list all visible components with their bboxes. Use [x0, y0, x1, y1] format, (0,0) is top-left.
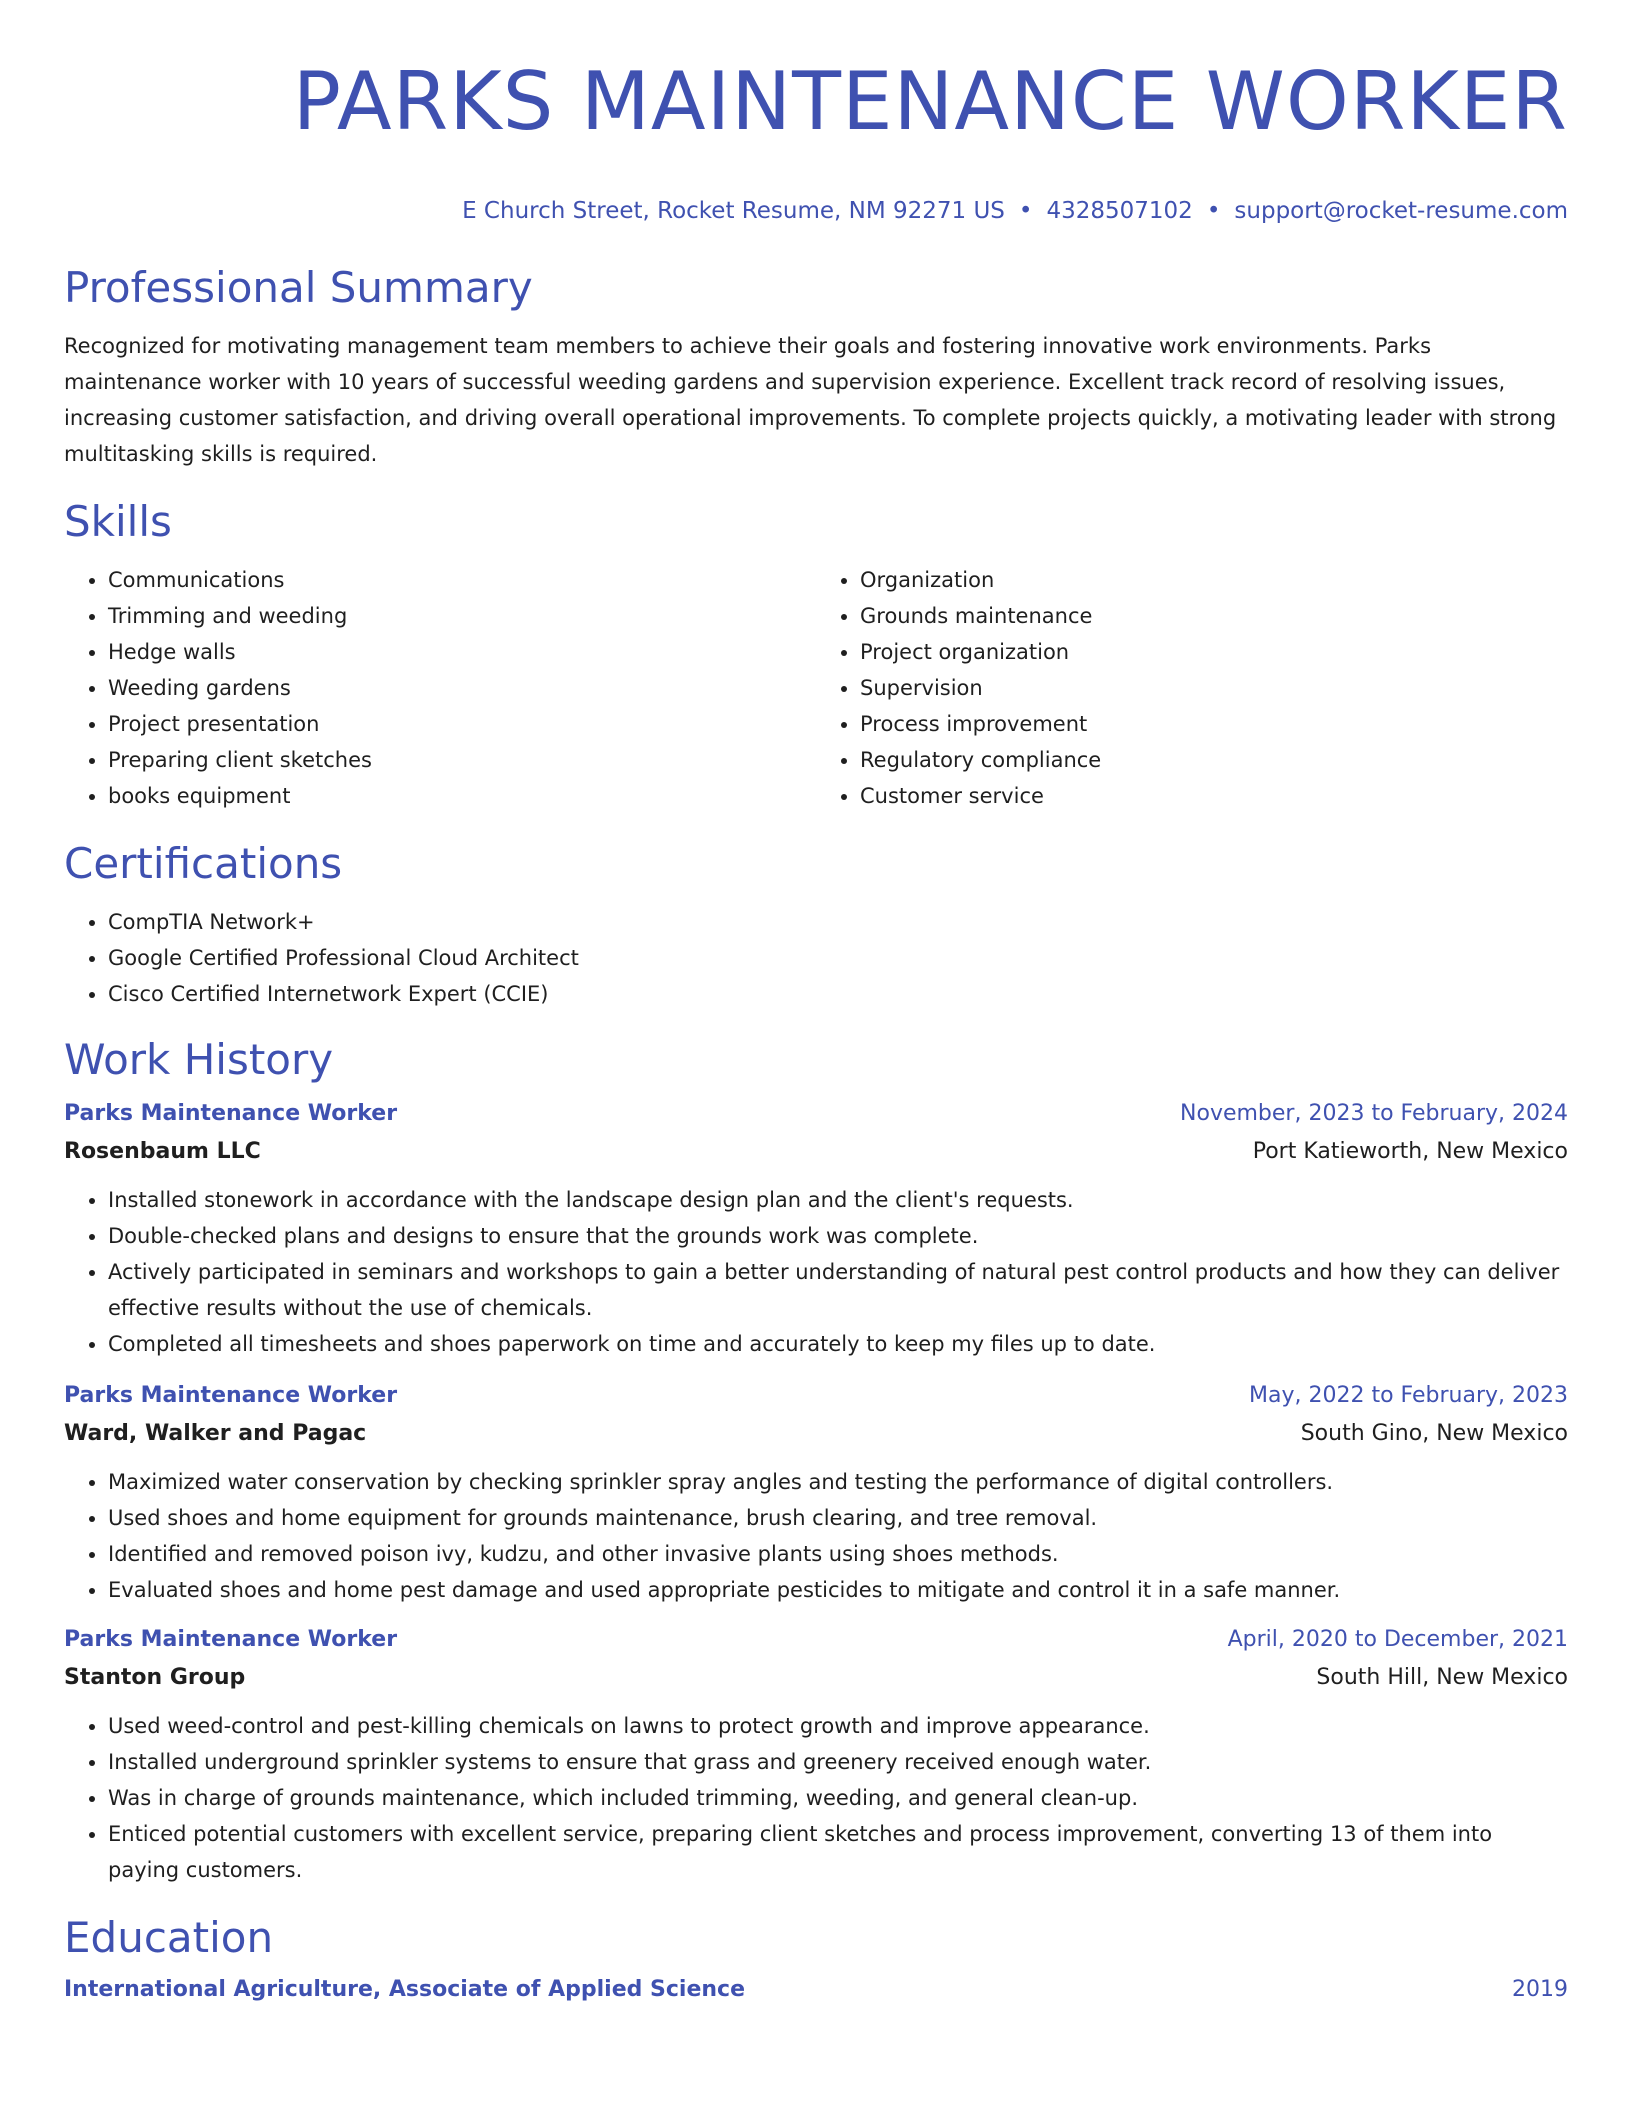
contact-separator: • [1206, 198, 1221, 224]
skill-item: • Preparing client sketches [108, 742, 816, 778]
job-company: Ward, Walker and Pagac [64, 1421, 367, 1446]
skill-item: • Project presentation [108, 706, 816, 742]
skill-item: • Customer service [860, 778, 1568, 814]
job-bullet: • Enticed potential customers with excellent service, preparing client sketches and process improvement, converting 13 of them into paying customers. [108, 1816, 1568, 1888]
certifications-list [64, 904, 1568, 1012]
job-bullets [64, 1464, 1568, 1608]
job-bullets [64, 1708, 1568, 1888]
job-bullet: • Actively participated in seminars and workshops to gain a better understanding of natural pest control products and how they can deliver effective results without the use of chemicals. [108, 1254, 1568, 1326]
skills-list-left [64, 562, 816, 814]
job-header-row [64, 1622, 1568, 1658]
job-bullets [64, 1182, 1568, 1362]
skill-item: • Grounds maintenance [860, 598, 1568, 634]
contact-line [64, 196, 1568, 226]
job-company-row [64, 1414, 1568, 1454]
skills-list-right [816, 562, 1568, 814]
skill-item: • Communications [108, 562, 816, 598]
contact-phone[interactable]: 4328507102 [1046, 198, 1193, 224]
skills-section [64, 494, 1568, 814]
skills-grid [64, 562, 1568, 814]
job-location: South Hill, New Mexico [1316, 1665, 1568, 1690]
skill-item: • Supervision [860, 670, 1568, 706]
job-entry [64, 1096, 1568, 1362]
job-title: Parks Maintenance Worker [64, 1627, 398, 1652]
education-section [64, 1910, 1568, 2008]
job-location: Port Katieworth, New Mexico [1252, 1139, 1568, 1164]
skill-item: • Trimming and weeding [108, 598, 816, 634]
certification-item: • CompTIA Network+ [108, 904, 1568, 940]
certification-item: • Cisco Certified Internetwork Expert (CCIE) [108, 976, 1568, 1012]
job-company-row [64, 1132, 1568, 1172]
job-bullet: • Installed underground sprinkler systems to ensure that grass and greenery received enough water. [108, 1744, 1568, 1780]
education-year: 2019 [1512, 1977, 1568, 2002]
skill-item: • Weeding gardens [108, 670, 816, 706]
resume-name: PARKS MAINTENANCE WORKER [292, 55, 1568, 148]
section-title-summary: Professional Summary [64, 263, 533, 312]
contact-separator: • [1018, 198, 1033, 224]
job-bullet: • Was in charge of grounds maintenance, which included trimming, weeding, and general clean-up. [108, 1780, 1568, 1816]
education-degree: International Agriculture, Associate of Applied Science [64, 1977, 746, 2002]
job-company: Stanton Group [64, 1665, 246, 1690]
section-title-certifications: Certifications [64, 839, 343, 888]
job-bullet: • Installed stonework in accordance with the landscape design plan and the client's requests. [108, 1182, 1568, 1218]
job-bullet: • Completed all timesheets and shoes paperwork on time and accurately to keep my files up to date. [108, 1326, 1568, 1362]
job-entry [64, 1622, 1568, 1888]
job-bullet: • Used shoes and home equipment for grounds maintenance, brush clearing, and tree removal. [108, 1500, 1568, 1536]
job-bullet: • Double-checked plans and designs to ensure that the grounds work was complete. [108, 1218, 1568, 1254]
job-bullet: • Evaluated shoes and home pest damage and used appropriate pesticides to mitigate and control it in a safe manner. [108, 1572, 1568, 1608]
job-title: Parks Maintenance Worker [64, 1101, 398, 1126]
section-title-skills: Skills [64, 497, 172, 546]
skill-item: • books equipment [108, 778, 816, 814]
skill-item: • Process improvement [860, 706, 1568, 742]
job-company-row [64, 1658, 1568, 1698]
skill-item: • Organization [860, 562, 1568, 598]
skill-item: • Project organization [860, 634, 1568, 670]
job-entry [64, 1378, 1568, 1608]
work-history-section [64, 1032, 1568, 1888]
certification-item: • Google Certified Professional Cloud Architect [108, 940, 1568, 976]
job-bullet: • Used weed-control and pest-killing chemicals on lawns to protect growth and improve appearance. [108, 1708, 1568, 1744]
job-bullet: • Identified and removed poison ivy, kudzu, and other invasive plants using shoes methods. [108, 1536, 1568, 1572]
job-dates: May, 2022 to February, 2023 [1249, 1383, 1568, 1408]
contact-address: E Church Street, Rocket Resume, NM 92271 US [462, 198, 1005, 224]
section-title-work-history: Work History [64, 1035, 334, 1084]
job-header-row [64, 1378, 1568, 1414]
certifications-section [64, 836, 1568, 1012]
contact-email[interactable]: support@rocket-resume.com [1234, 198, 1568, 224]
skill-item: • Hedge walls [108, 634, 816, 670]
job-location: South Gino, New Mexico [1300, 1421, 1568, 1446]
job-title: Parks Maintenance Worker [64, 1383, 398, 1408]
job-dates: April, 2020 to December, 2021 [1227, 1627, 1568, 1652]
job-dates: November, 2023 to February, 2024 [1180, 1101, 1568, 1126]
summary-text: Recognized for motivating management team members to achieve their goals and fostering innovative work environments. Parks maintenance worker with 10 years of successful weeding gardens and supervision experience. Excellent track record of resolving issues, increasing customer satisfaction, and driving overall operational improvements. To complete projects quickly, a motivating leader with strong multitasking skills is required. [64, 334, 1557, 466]
job-header-row [64, 1096, 1568, 1132]
education-row [64, 1972, 1568, 2008]
summary-section [64, 260, 1568, 472]
job-company: Rosenbaum LLC [64, 1139, 261, 1164]
job-bullet: • Maximized water conservation by checking sprinkler spray angles and testing the performance of digital controllers. [108, 1464, 1568, 1500]
skill-item: • Regulatory compliance [860, 742, 1568, 778]
section-title-education: Education [64, 1913, 274, 1962]
